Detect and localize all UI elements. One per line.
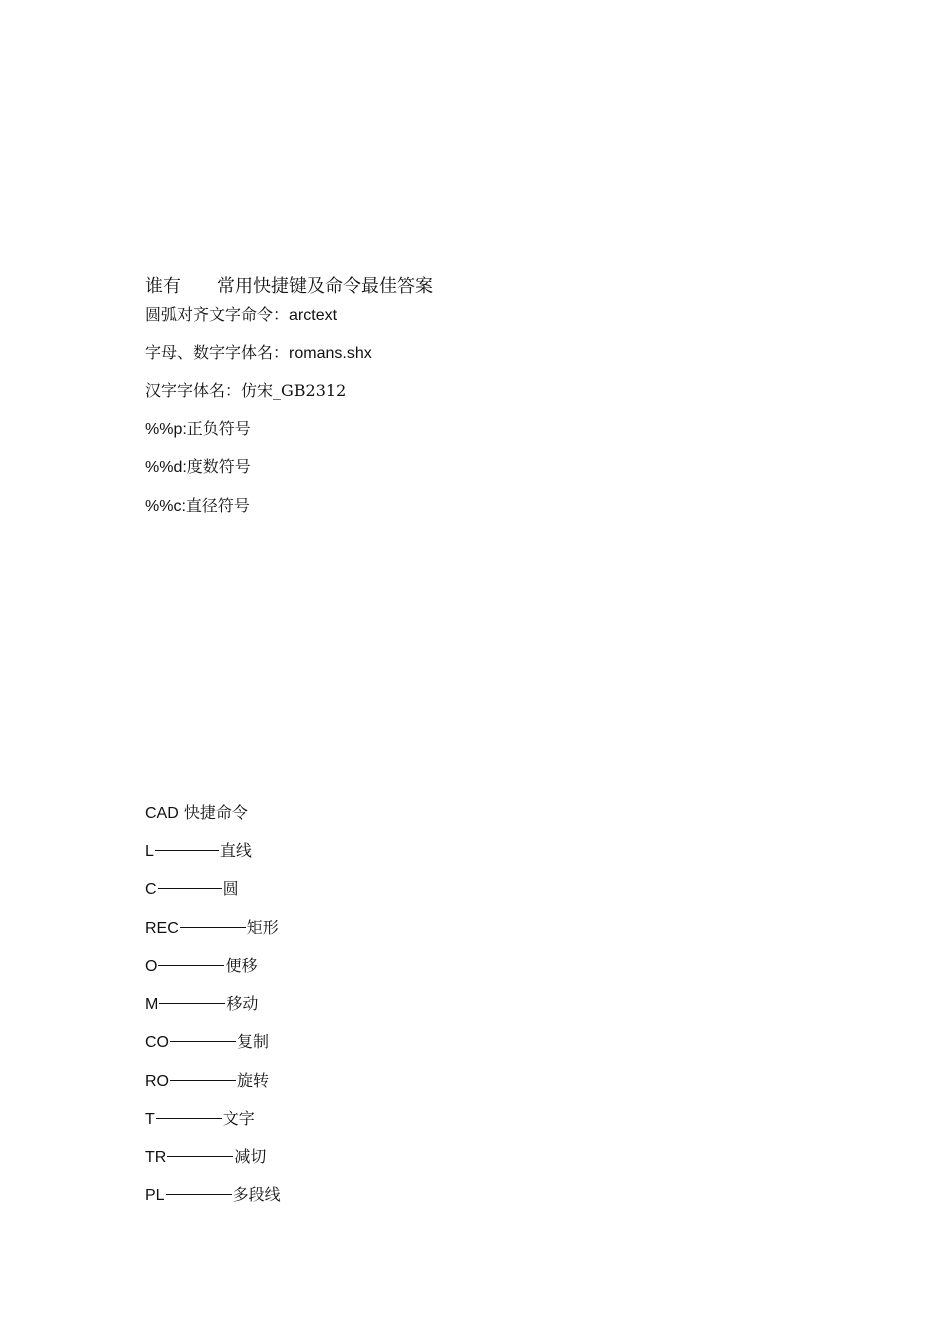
text-line-plus-minus bbox=[145, 419, 251, 440]
command-name: 多段线 bbox=[232, 1185, 281, 1204]
document-title bbox=[145, 276, 433, 298]
command-name: 复制 bbox=[237, 1032, 270, 1051]
command-name: 圆 bbox=[222, 879, 239, 898]
line-label: %%p: bbox=[145, 421, 187, 438]
command-row bbox=[145, 1071, 269, 1092]
line-value: 仿宋_GB2312 bbox=[241, 381, 347, 400]
command-row bbox=[145, 1147, 266, 1168]
dash-separator bbox=[156, 1118, 222, 1119]
text-line-degree bbox=[145, 457, 251, 478]
command-row bbox=[145, 956, 257, 977]
line-value: romans.shx bbox=[289, 345, 372, 362]
command-name: 便移 bbox=[225, 956, 258, 975]
text-line-diameter bbox=[145, 496, 250, 517]
command-key: RO bbox=[145, 1073, 169, 1090]
dash-separator bbox=[167, 1156, 233, 1157]
command-key: C bbox=[145, 881, 157, 898]
command-key: M bbox=[145, 996, 159, 1013]
dash-separator bbox=[159, 1003, 225, 1004]
line-value: 直径符号 bbox=[185, 496, 250, 515]
text-line-arctext bbox=[145, 305, 337, 326]
cad-heading bbox=[145, 803, 248, 824]
dash-separator bbox=[158, 965, 224, 966]
dash-separator bbox=[166, 1194, 232, 1195]
title-main: 常用快捷键及命令最佳答案 bbox=[217, 276, 433, 297]
cad-heading-text: 快捷命令 bbox=[178, 803, 248, 822]
command-name: 减切 bbox=[234, 1147, 267, 1166]
dash-separator bbox=[158, 888, 222, 889]
line-value: 正负符号 bbox=[186, 419, 251, 438]
text-line-chinese-font bbox=[145, 381, 346, 401]
title-prefix: 谁有 bbox=[145, 276, 181, 297]
command-name: 文字 bbox=[222, 1109, 255, 1128]
command-key: T bbox=[145, 1111, 155, 1128]
command-row bbox=[145, 841, 252, 862]
line-label: 圆弧对齐文字命令： bbox=[145, 305, 290, 324]
command-key: CO bbox=[145, 1034, 169, 1051]
command-row bbox=[145, 879, 239, 900]
line-value: arctext bbox=[289, 307, 338, 324]
line-label: 字母、数字字体名： bbox=[145, 343, 290, 362]
command-row bbox=[145, 1032, 269, 1053]
text-line-latin-font bbox=[145, 343, 372, 364]
command-key: REC bbox=[145, 920, 179, 937]
command-row bbox=[145, 918, 279, 939]
line-label: %%c: bbox=[145, 498, 186, 515]
command-name: 移动 bbox=[226, 994, 259, 1013]
line-label: 汉字字体名： bbox=[145, 381, 242, 400]
command-name: 直线 bbox=[219, 841, 252, 860]
command-row bbox=[145, 1185, 281, 1206]
dash-separator bbox=[170, 1041, 236, 1042]
command-row bbox=[145, 994, 258, 1015]
line-value: 度数符号 bbox=[186, 457, 251, 476]
command-name: 矩形 bbox=[246, 918, 279, 937]
command-key: PL bbox=[145, 1187, 165, 1204]
command-key: TR bbox=[145, 1149, 167, 1166]
dash-separator bbox=[170, 1080, 236, 1081]
command-name: 旋转 bbox=[237, 1071, 270, 1090]
command-row bbox=[145, 1109, 255, 1130]
dash-separator bbox=[180, 927, 246, 928]
command-key: O bbox=[145, 958, 158, 975]
line-label: %%d: bbox=[145, 459, 187, 476]
dash-separator bbox=[155, 850, 219, 851]
command-key: L bbox=[145, 843, 154, 860]
cad-heading-code: CAD bbox=[145, 805, 179, 822]
